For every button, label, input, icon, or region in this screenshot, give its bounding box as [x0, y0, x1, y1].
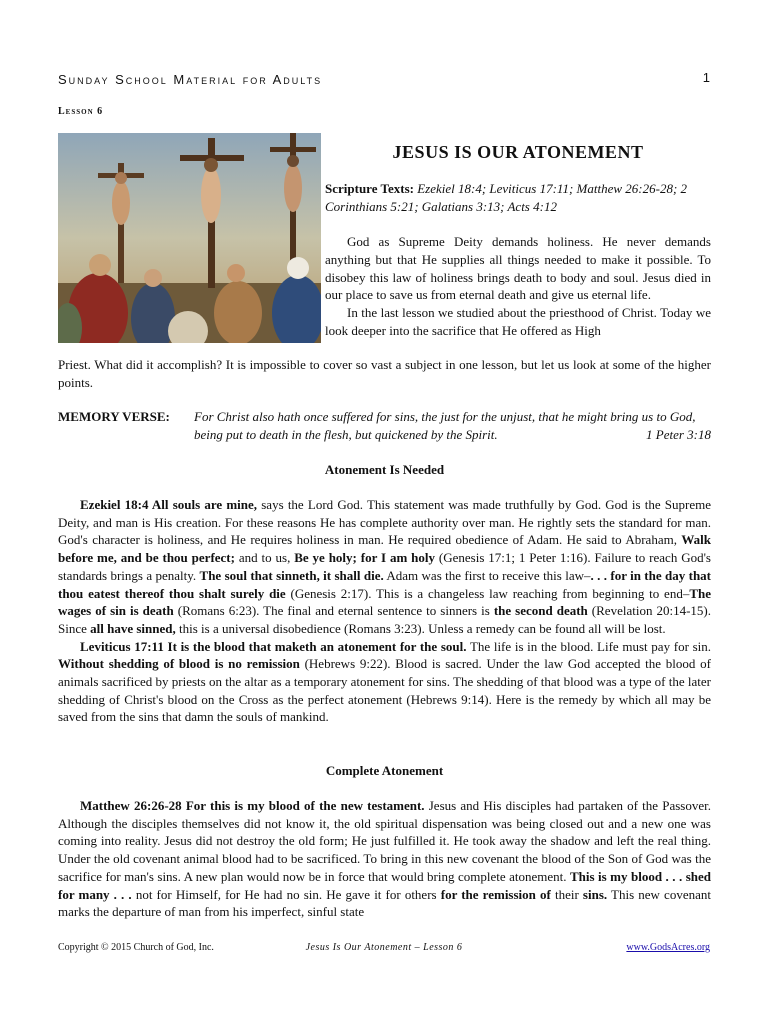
crucifixion-painting: [58, 133, 321, 343]
intro-paragraph-2-continued: Priest. What did it accomplish? It is impossible to cover so vast a subject in one lesson, but let us look at some of the higher points.: [58, 357, 711, 390]
scripture-texts: [325, 180, 711, 216]
bold-scripture-quote: Matthew 26:26-28 For this is my blood of the new testament.: [80, 798, 425, 813]
bold-scripture-quote: all have sinned,: [90, 620, 176, 636]
paragraph-matthew: Matthew 26:26-28 For this is my blood of the new testament. Jesus and His disciples had partaken of the Passover. Although the disciples themselves did not know it, the old spiritual dispensation was being closed out and a new one was coming into reality. Jesus did not destroy the old form; He just fulfilled it. He took away the shadow and left the real thing. Under the old covenant animal blood had to be sacrificed. To bring in this new covenant the blood of the Son of God was the sacrifice for man's sins. A new plan would now be in force that would bring complete atonement. This is my blood . . . shed for many . . . not for Himself, for He had no sin. He gave it for others for the remission of their sins. This new covenant marks the departure of man from his imperfect, sinful state: [58, 798, 711, 920]
memory-verse-text: For Christ also hath once suffered for sins, the just for the unjust, that he might bring us to God, being put to death in the flesh, but quickened by the Spirit.: [194, 409, 696, 442]
scripture-label: Scripture Texts:: [325, 181, 414, 196]
bold-scripture-quote: Ezekiel 18:4 All souls are mine,: [80, 497, 258, 512]
running-header-title: Sunday School Material for Adults: [58, 72, 323, 87]
footer-copyright: Copyright © 2015 Church of God, Inc.: [58, 942, 214, 953]
bold-scripture-quote: Leviticus 17:11 It is the blood that maketh an atonement for the soul.: [80, 638, 467, 654]
page-title: JESUS IS OUR ATONEMENT: [392, 142, 644, 162]
section-heading-complete-atonement: Complete Atonement: [325, 763, 444, 778]
bold-scripture-quote: Walk before me, and be thou perfect;: [58, 532, 711, 566]
intro-paragraph-2: In the last lesson we studied about the priesthood of Christ. Today we look deeper into the sacrifice that He offered as High: [325, 305, 711, 338]
scripture-refs: Ezekiel 18:4; Leviticus 17:11; Matthew 26:26-28; 2 Corinthians 5:21; Galatians 3:13; Acts 4:12: [325, 181, 688, 214]
bold-scripture-quote: Without shedding of blood is no remission: [58, 656, 300, 672]
intro-paragraphs: [325, 233, 711, 340]
memory-verse-label: MEMORY VERSE:: [58, 409, 170, 424]
bold-scripture-quote: The wages of sin is death: [58, 585, 711, 619]
bold-scripture-quote: This is my blood . . . shed for many . . .: [58, 868, 711, 902]
intro-paragraph-1: God as Supreme Deity demands holiness. He never demands anything but that He supplies all things needed to make it possible. To disobey this law of holiness brings death to body and soul. Jesus died in our place to save us from eternal death and give us eternal life.: [325, 234, 711, 303]
bold-scripture-quote: sins.: [582, 886, 608, 902]
lesson-label: Lesson 6: [58, 106, 104, 117]
page-number: 1: [702, 70, 710, 85]
bold-scripture-quote: for the remission of: [440, 886, 551, 902]
footer-website-link[interactable]: www.GodsAcres.org: [626, 942, 710, 953]
bold-scripture-quote: Be ye holy; for I am holy: [294, 550, 436, 566]
bold-scripture-quote: . . . for in the day that thou eatest thereof thou shalt surely die: [58, 567, 711, 601]
paragraph-leviticus: Leviticus 17:11 It is the blood that maketh an atonement for the soul. The life is in the blood. Life must pay for sin. Without shedding of blood is no remission (Hebrews 9:22). Blood is sacred. Under the law God accepted the blood of animals sacrificed by priests on the altar as a temporary atonement for sins. The shedding of that blood was a type of the later shedding of Christ's blood on the Cross as the perfect atonement (Hebrews 9:14). Here is the remedy by which all may be saved from the sins that damn the souls of mankind.: [58, 638, 712, 725]
paragraph-ezekiel: Ezekiel 18:4 All souls are mine, says the Lord God. This statement was made truthfully by God. God is the Supreme Deity, and man is His creation. For these reasons He has complete authority over man. He rightly sets the standard for man. God's character is holiness, and He requires holiness in man. He required obedience of Adam. He said to Abraham, Walk before me, and be thou perfect; and to us, Be ye holy; for I am holy (Genesis 17:1; 1 Peter 1:16). Failure to reach God's standards brings a penalty. The soul that sinneth, it shall die. Adam was the first to receive this law–. . . for in the day that thou eatest thereof thou shalt surely die (Genesis 2:17). This is a changeless law reaching from beginning to end–The wages of sin is death (Romans 6:23). The final and eternal sentence to sinners is the second death (Revelation 20:14-15). Since all have sinned, this is a universal disobedience (Romans 3:23). Unless a remedy can be found all will be lost.: [58, 497, 711, 636]
section-heading-atonement-needed: Atonement Is Needed: [324, 462, 445, 477]
footer-lesson-title: Jesus Is Our Atonement – Lesson 6: [305, 942, 463, 953]
bold-scripture-quote: The soul that sinneth, it shall die.: [199, 567, 384, 583]
section-atonement-needed-body: [58, 496, 711, 726]
section-complete-atonement-body: [58, 797, 711, 921]
memory-verse-reference: 1 Peter 3:18: [646, 427, 711, 442]
bold-scripture-quote: the second death: [493, 603, 588, 619]
